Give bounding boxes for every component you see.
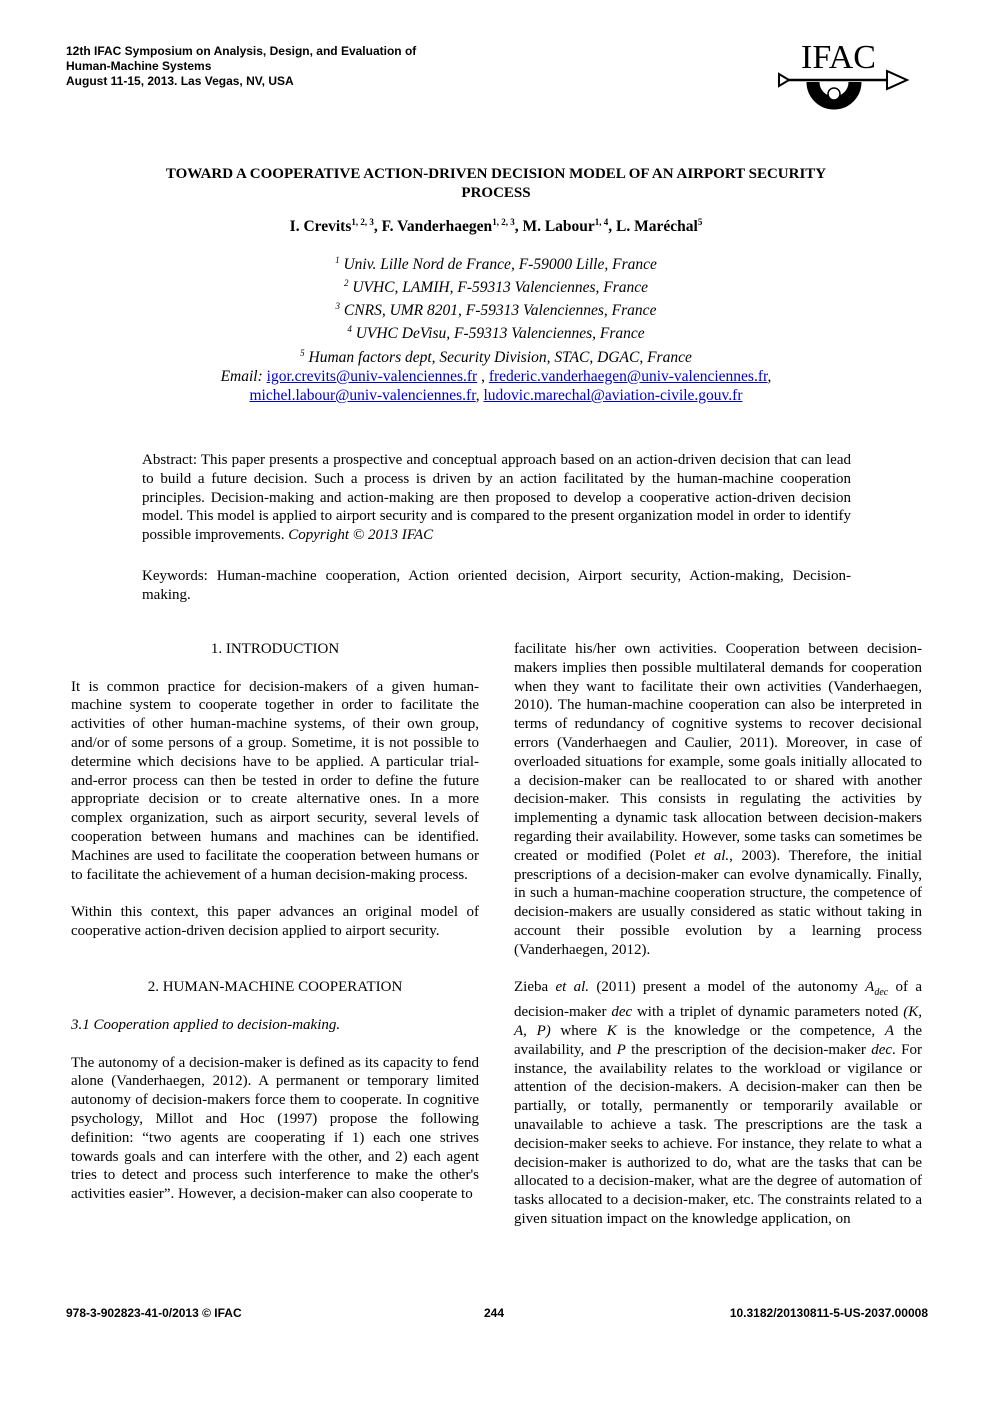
paragraph: It is common practice for decision-makers of a given human-machine system to cooperate together in order to facilitate the activities of other human-machine systems, of their own group, and/or of some persons of a group. Sometime, it is not possible to determine which decisions have to be applied. A particular trial-and-error process can then be tested in order to define the future appropriate decision or to create alternative ones. In a more complex organization, such as airport security, several levels of cooperation between humans and machines can be identified. Machines are used to facilitate the cooperation between humans or to facilitate the achievement of a human decision-making process. bbox=[71, 678, 479, 883]
affiliation-line: $^3$ CNRS, UMR 8201, F-59313 Valenciennes, France bbox=[335, 301, 657, 320]
author-list: I. Crevits$^{1, 2, 3}$, F. Vanderhaegen$^{1, 2, 3}$, M. Labour$^{1, 4}$, L. Maréchal$^5$ bbox=[289, 217, 703, 236]
affiliation-line: $^2$ UVHC, LAMIH, F-59313 Valenciennes, France bbox=[343, 278, 649, 297]
subsection-heading: 3.1 Cooperation applied to decision-making. bbox=[71, 1016, 341, 1033]
email-link[interactable]: igor.crevits@univ-valenciennes.fr bbox=[266, 367, 478, 385]
email-line-1: Email: igor.crevits@univ-valenciennes.fr , frederic.vanderhaegen@univ-valenciennes.fr, bbox=[220, 367, 772, 385]
author-affiliation-sup: 1, 2, 3 bbox=[492, 217, 515, 227]
footer-doi: 10.3182/20130811-5-US-2037.00008 bbox=[729, 1306, 928, 1320]
conference-line-2: Human-Machine Systems bbox=[66, 59, 212, 73]
author-name: M. Labour bbox=[522, 218, 595, 236]
paragraph: Within this context, this paper advances an original model of cooperative action-driven decision applied to airport security. bbox=[71, 904, 479, 939]
email-line-2: michel.labour@univ-valenciennes.fr, ludovic.marechal@aviation-civile.gouv.fr bbox=[249, 386, 743, 404]
affiliation-line: $^5$ Human factors dept, Security Division, STAC, DGAC, France bbox=[300, 347, 692, 366]
author-name: L. Maréchal bbox=[616, 218, 698, 236]
email-link[interactable]: frederic.vanderhaegen@univ-valenciennes.fr bbox=[488, 367, 768, 385]
abstract bbox=[142, 451, 851, 545]
paragraph: facilitate his/her own activities. Cooperation between decision-makers implies then possible multilateral demands for cooperation when they want to facilitate their own activities (Vanderhaegen, 2010). The human-machine cooperation can also be interpreted in terms of redundancy of cognitive systems to recover decisional errors (Vanderhaegen and Caulier, 2011). Moreover, in case of overloaded situations for example, some goals initially allocated to a decision-maker can be reallocated to or shared with another decision-maker. This consists in regulating the activities by implementing a dynamic task allocation between decision-makers regarding their availability. However, some tasks can sometimes be created or modified (Polet et al., 2003). Therefore, the initial prescriptions of a decision-maker can evolve dynamically. Finally, in such a human-machine cooperation structure, the competence of decision-makers are usually considered as static without taking in account their possible evolution by a learning process (Vanderhaegen, 2012). bbox=[514, 641, 922, 958]
conference-line-1: 12th IFAC Symposium on Analysis, Design, and Evaluation of bbox=[66, 44, 417, 58]
paper-title bbox=[110, 165, 882, 203]
copyright: Copyright © 2013 IFAC bbox=[288, 527, 434, 544]
section-heading-hmc: 2. HUMAN-MACHINE COOPERATION bbox=[147, 979, 403, 996]
affiliation-block bbox=[110, 251, 882, 405]
paragraph: Zieba et al. (2011) present a model of the autonomy $A_{dec}$ of a decision-maker dec with a triplet of dynamic parameters noted (K, A, P) where K is the knowledge or the competence, A the availability, and P the prescription of the decision-maker dec. For instance, the availability relates to the workload or vigilance or attention of the decision-makers. A decision-maker can then be partially, or totally, permanently or temporarily available or unavailable to achieve a task. The prescriptions are the task a decision-maker seeks to achieve. For instance, they relate to what a decision-maker is authorized to do, what are the tasks that can be allocated to a decision-maker, what are the degree of automation of tasks allocated to a decision-maker, etc. The constraints related to a given situation impact on the knowledge application, on bbox=[514, 979, 922, 1227]
keywords: Keywords: Human-machine cooperation, Action oriented decision, Airport security, Action-making, Decision-making. bbox=[142, 568, 851, 603]
section-heading-introduction: 1. INTRODUCTION bbox=[210, 641, 340, 657]
email-label: Email: bbox=[220, 367, 263, 385]
paper-title-line-2: PROCESS bbox=[461, 185, 531, 201]
affiliation-list bbox=[110, 251, 882, 367]
email-link[interactable]: ludovic.marechal@aviation-civile.gouv.fr bbox=[483, 386, 743, 404]
page-number: 244 bbox=[484, 1306, 505, 1320]
author-name: F. Vanderhaegen bbox=[381, 218, 493, 236]
conference-line-3: August 11-15, 2013. Las Vegas, NV, USA bbox=[66, 74, 294, 88]
affiliation-line: $^1$ Univ. Lille Nord de France, F-59000 Lille, France bbox=[335, 255, 657, 274]
author-affiliation-sup: 5 bbox=[697, 217, 703, 227]
author-affiliation-sup: 1, 4 bbox=[594, 217, 609, 227]
ifac-logo-text: IFAC bbox=[801, 39, 876, 76]
email-link[interactable]: michel.labour@univ-valenciennes.fr bbox=[249, 386, 476, 404]
abstract-text: Abstract: This paper presents a prospective and conceptual approach based on an action-driven decision that can lead to build a future decision. Such a process is driven by an action facilitated by the human-machine cooperation principles. Decision-making and action-making are then proposed to develop a cooperative action-driven decision model. This model is applied to airport security and is compared to the present organization model in order to identify possible improvements. bbox=[142, 452, 851, 544]
paragraph: The autonomy of a decision-maker is defined as its capacity to fend alone (Vanderhaegen, 2012). A permanent or temporary limited autonomy of decision-makers force them to cooperate. In cognitive psychology, Millot and Hoc (1997) propose the following definition: “two agents are cooperating if 1) each one strives towards goals and can interfere with the other, and 2) each agent tries to detect and process such interference to make the other's activities easier”. However, a decision-maker can also cooperate to bbox=[71, 1054, 479, 1203]
paper-title-line-1: TOWARD A COOPERATIVE ACTION-DRIVEN DECISION MODEL OF AN AIRPORT SECURITY bbox=[165, 166, 827, 182]
left-column bbox=[71, 640, 479, 1204]
ifac-logo bbox=[775, 38, 910, 128]
affiliation-line: $^4$ UVHC DeVisu, F-59313 Valenciennes, France bbox=[347, 324, 645, 343]
author-affiliation-sup: 1, 2, 3 bbox=[351, 217, 374, 227]
right-column bbox=[514, 640, 922, 1229]
footer-isbn: 978-3-902823-41-0/2013 © IFAC bbox=[66, 1306, 242, 1320]
conference-header bbox=[66, 44, 506, 89]
author-name: I. Crevits bbox=[289, 218, 352, 236]
